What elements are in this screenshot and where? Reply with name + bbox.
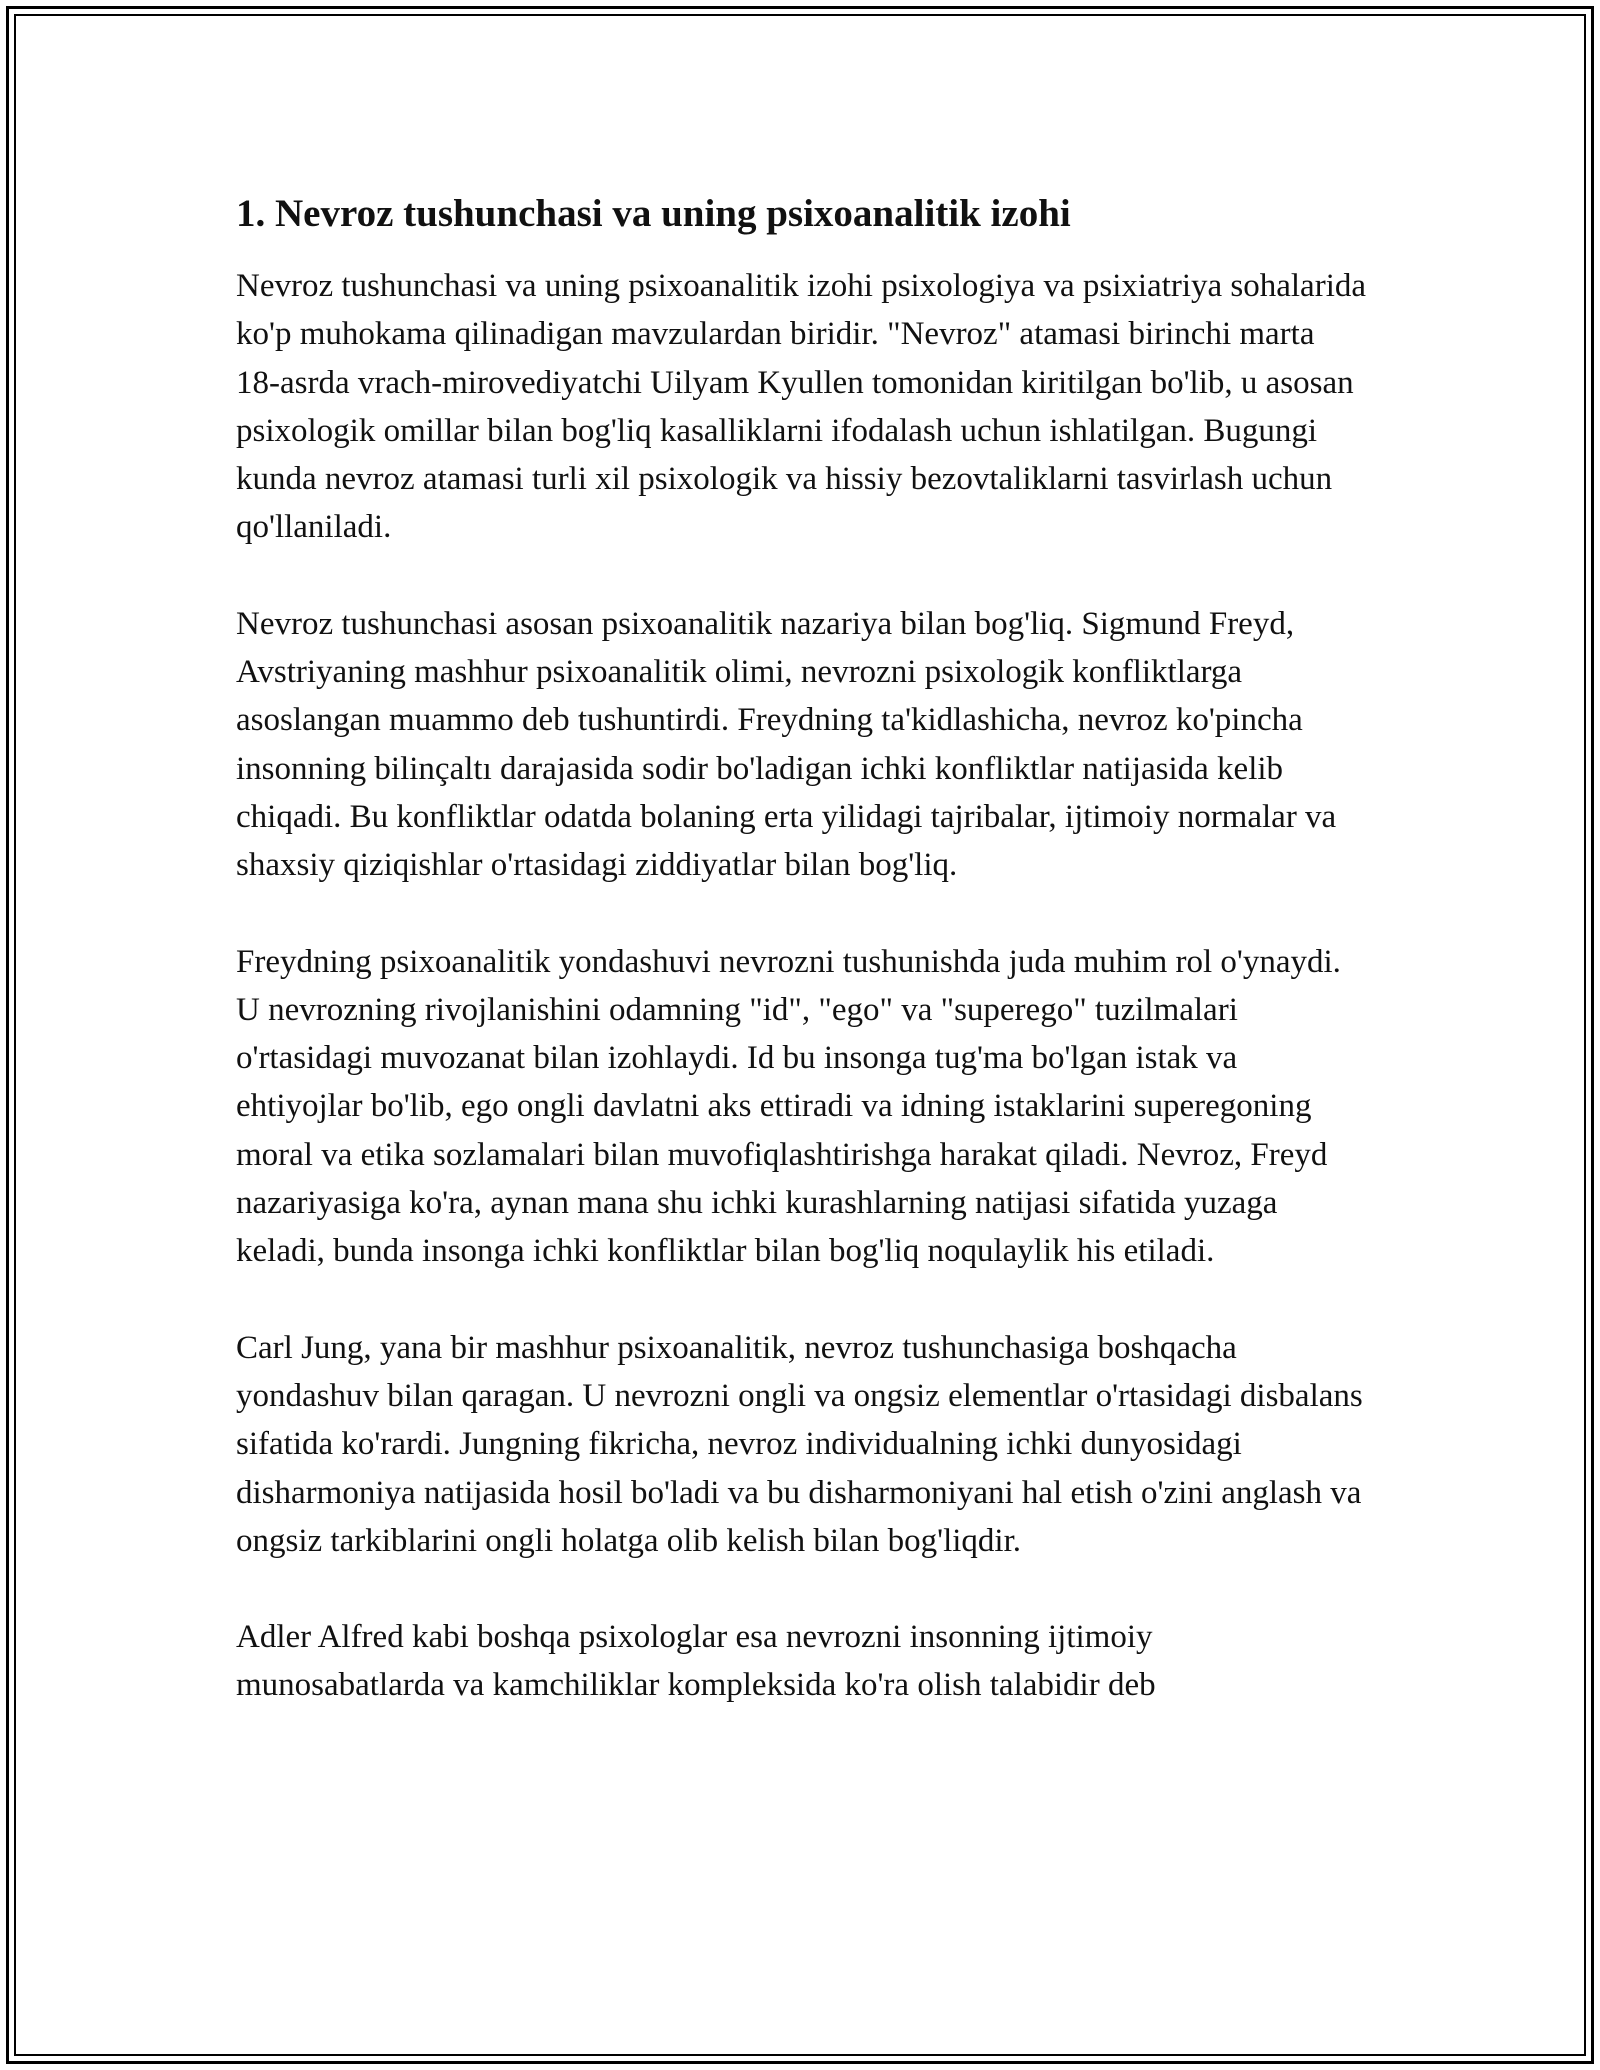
paragraph-5: Adler Alfred kabi boshqa psixologlar esa nevrozni insonning ijtimoiy munosabatlarda va kamchiliklar kompleksida ko'ra olish talabidir deb [236, 1619, 1156, 1704]
paragraph-3: Freydning psixoanalitik yondashuvi nevrozni tushunishda juda muhim rol o'ynaydi. U nevrozning rivojlanishini odamning "id", "ego" va "superego" tuzilmalari o'rtasidagi muvozanat bilan izohlaydi. Id bu insonga tug'ma bo'lgan istak va ehtiyojlar bo'lib, ego ongli davlatni aks ettiradi va idning istaklarini superegoning moral va etika sozlamalari bilan muvofiqlashtirishga harakat qiladi. Nevroz, Freyd nazariyasiga ko'ra, aynan mana shu ichki kurashlarning natijasi sifatida yuzaga keladi, bunda insonga ichki konfliktlar bilan bog'liq noqulaylik his etiladi. [236, 943, 1341, 1270]
document-body [236, 188, 1366, 1758]
paragraph-1: Nevroz tushunchasi va uning psixoanalitik izohi psixologiya va psixiatriya sohalarida ko'p muhokama qilinadigan mavzulardan biridir. "Nevroz" atamasi birinchi marta 18-asrda vrach-mirovediyatchi Uilyam Kyullen tomonidan kiritilgan bo'lib, u asosan psixologik omillar bilan bog'liq kasalliklarni ifodalash uchun ishlatilgan. Bugungi kunda nevroz atamasi turli xil psixologik va hissiy bezovtaliklarni tasvirlash uchun qo'llaniladi. [236, 268, 1367, 546]
paragraph-4: Carl Jung, yana bir mashhur psixoanalitik, nevroz tushunchasiga boshqacha yondashuv bilan qaragan. U nevrozni ongli va ongsiz elementlar o'rtasidagi disbalans sifatida ko'rardi. Jungning fikricha, nevroz individualning ichki dunyosidagi disharmoniya natijasida hosil bo'ladi va bu disharmoniyani hal etish o'zini anglash va ongsiz tarkiblarini ongli holatga olib kelish bilan bog'liqdir. [236, 1329, 1363, 1559]
paragraph-2: Nevroz tushunchasi asosan psixoanalitik nazariya bilan bog'liq. Sigmund Freyd, Avstriyaning mashhur psixoanalitik olimi, nevrozni psixologik konfliktlarga asoslangan muammo deb tushuntirdi. Freydning ta'kidlashicha, nevroz ko'pincha insonning bilinçaltı darajasida sodir bo'ladigan ichki konfliktlar natijasida kelib chiqadi. Bu konfliktlar odatda bolaning erta yilidagi tajribalar, ijtimoiy normalar va shaxsiy qiziqishlar o'rtasidagi ziddiyatlar bilan bog'liq. [236, 605, 1337, 884]
section-heading: 1. Nevroz tushunchasi va uning psixoanalitik izohi [236, 192, 1071, 235]
